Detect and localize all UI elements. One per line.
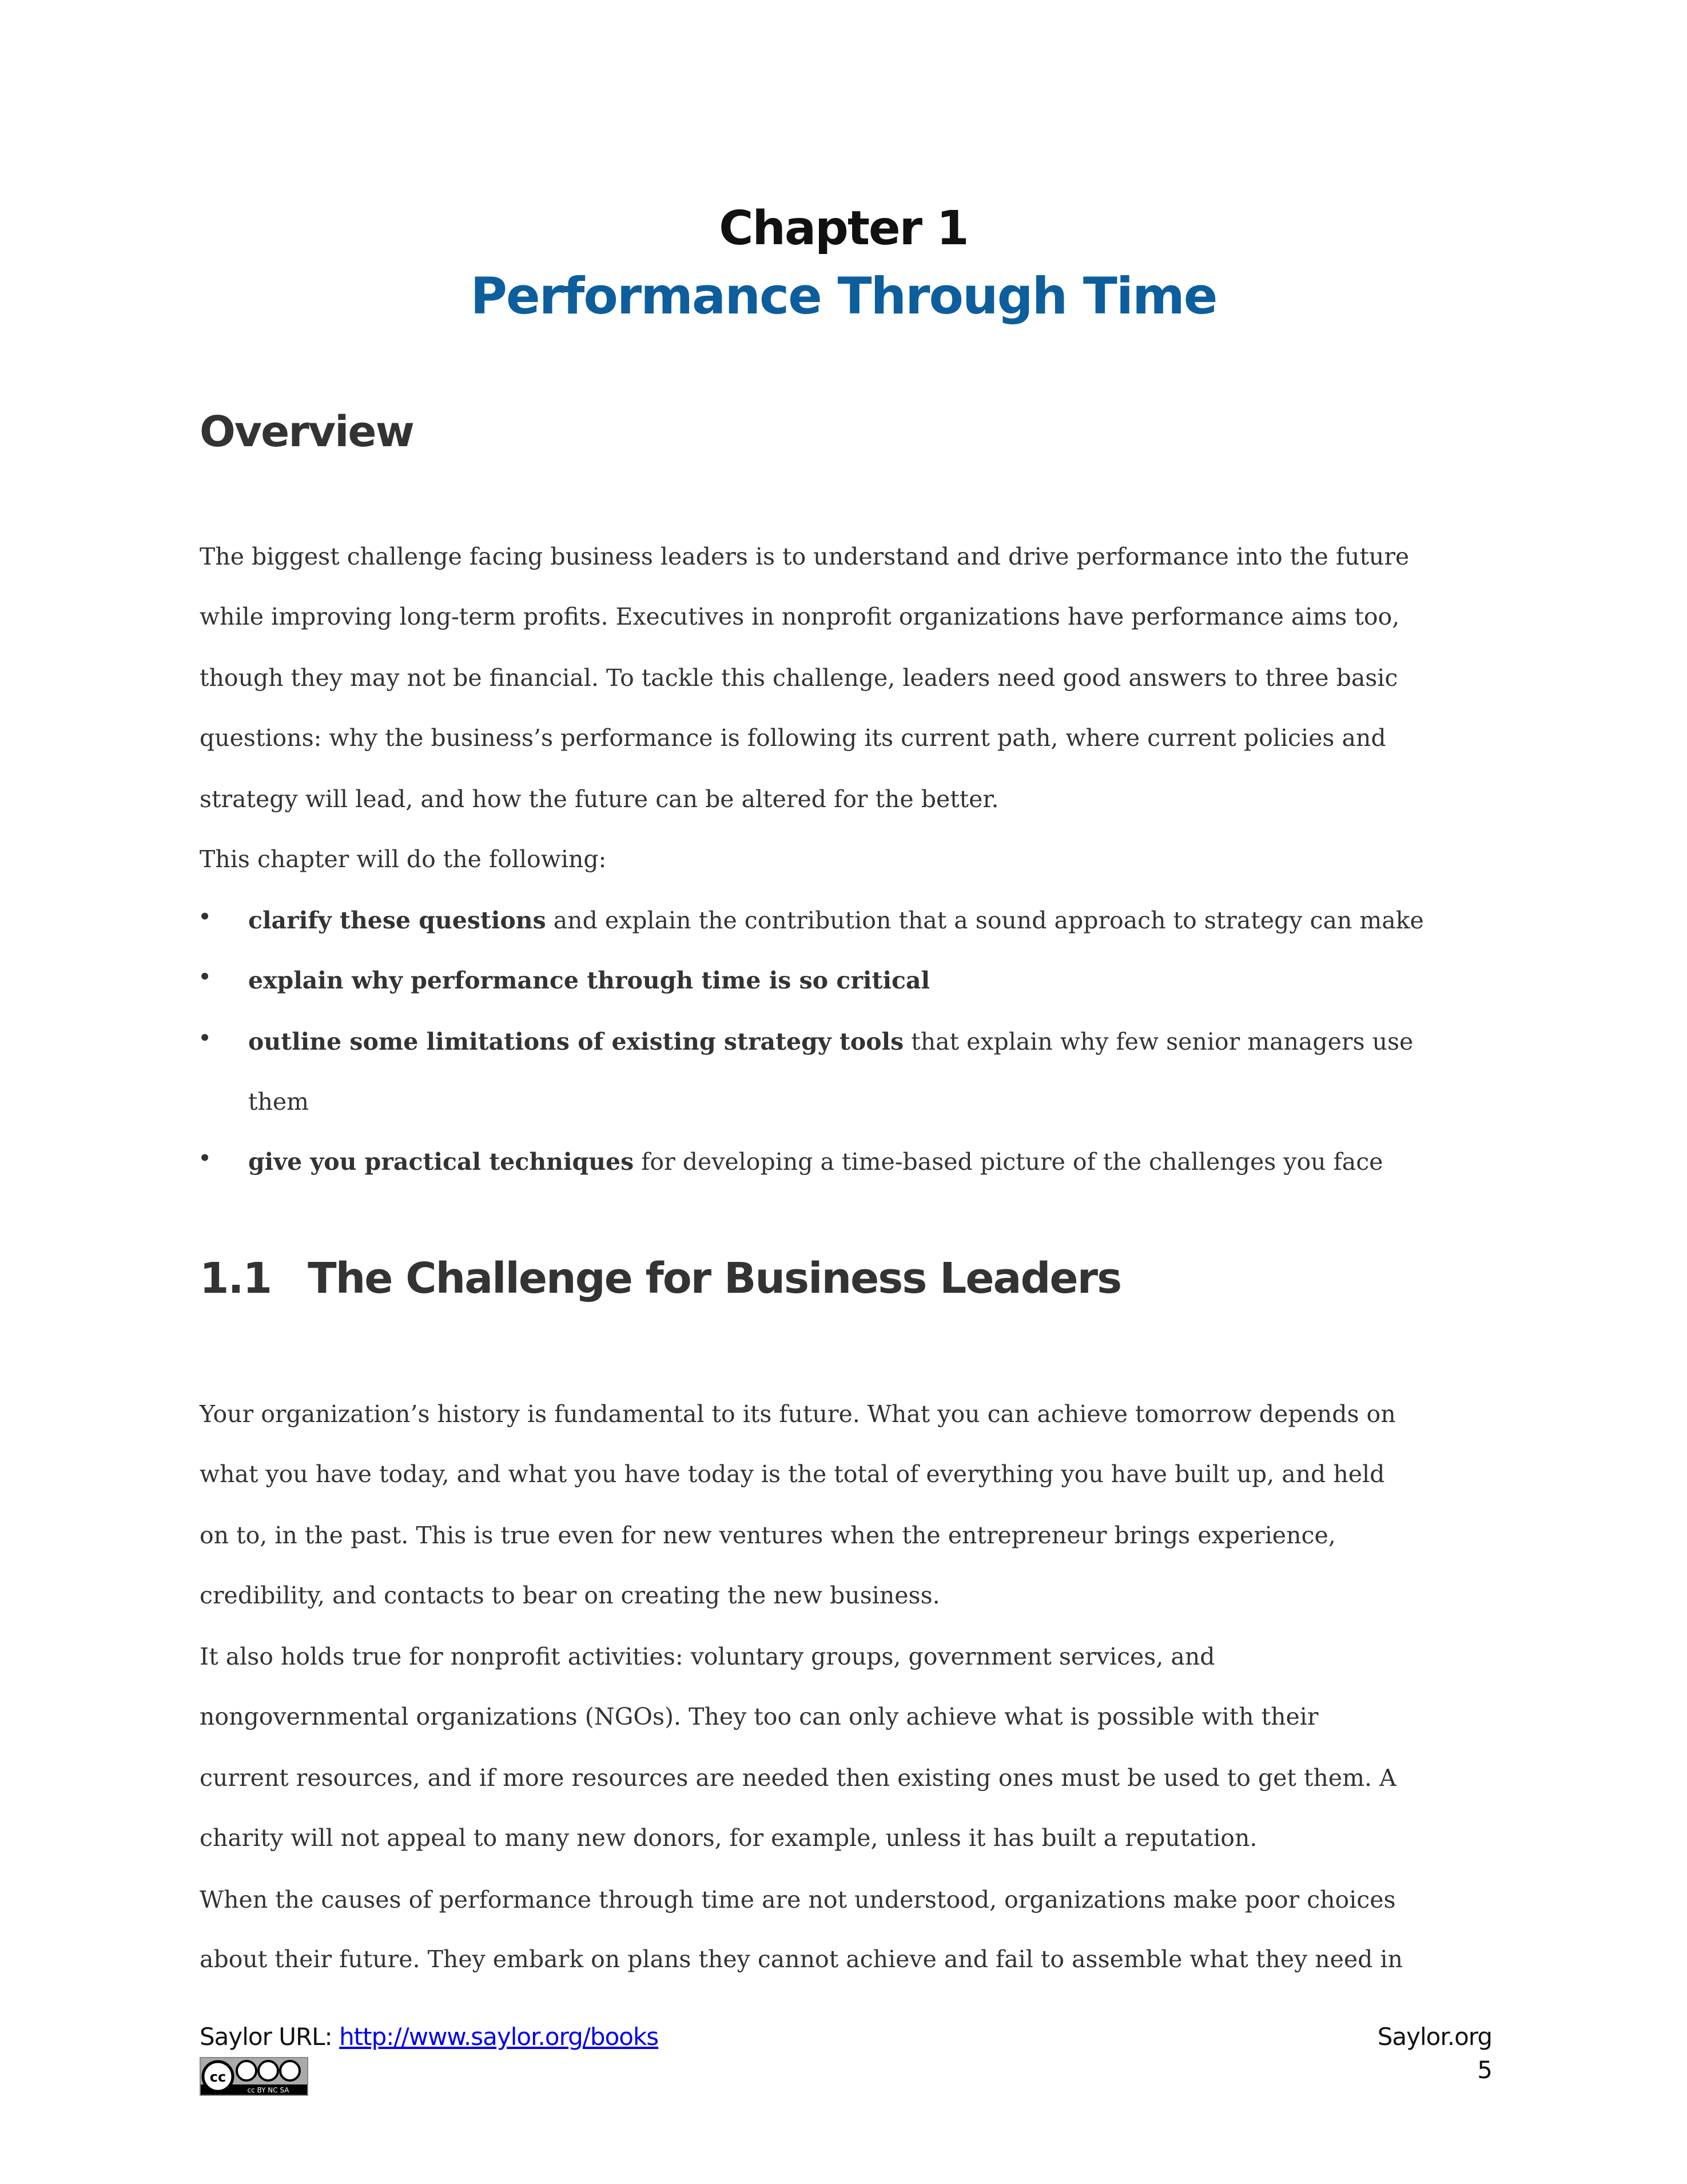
bullet-bold: explain why performance through time is so critical	[248, 967, 930, 994]
paragraph-line: questions: why the business’s performance is following its current path, where current policies and	[200, 724, 1386, 752]
paragraph-line: about their future. They embark on plans they cannot achieve and fail to assemble what they need in	[200, 1945, 1403, 1973]
bullet-icon: •	[198, 903, 212, 931]
bullet-item	[248, 1145, 1383, 1179]
chapter-label: Chapter 1	[719, 201, 968, 256]
saylor-books-link[interactable]: http://www.saylor.org/books	[339, 2023, 659, 2051]
chapter-title: Performance Through Time	[470, 267, 1217, 325]
bullet-icon: •	[198, 963, 212, 991]
paragraph-line: what you have today, and what you have today is the total of everything you have built up, and held	[200, 1460, 1385, 1488]
bullet-bold: clarify these questions	[248, 907, 546, 934]
overview-heading: Overview	[200, 407, 413, 456]
paragraph-line: on to, in the past. This is true even for new ventures when the entrepreneur brings experience,	[200, 1522, 1336, 1549]
bullet-icon: •	[198, 1145, 212, 1172]
paragraph-line: This chapter will do the following:	[200, 845, 607, 873]
section-number: 1.1	[200, 1254, 272, 1303]
paragraph-line: current resources, and if more resources are needed then existing ones must be used to get them. A	[200, 1764, 1396, 1792]
section-heading	[200, 1254, 1121, 1303]
paragraph-line: credibility, and contacts to bear on creating the new business.	[200, 1582, 940, 1609]
bullet-item	[248, 1025, 1413, 1059]
bullet-bold: outline some limitations of existing strategy tools	[248, 1028, 904, 1055]
paragraph-line: while improving long-term profits. Executives in nonprofit organizations have performance aims too,	[200, 603, 1400, 630]
bullet-continuation: them	[248, 1088, 309, 1115]
paragraph-line: strategy will lead, and how the future can be altered for the better.	[200, 785, 999, 813]
bullet-text: and explain the contribution that a sound approach to strategy can make	[546, 907, 1424, 934]
paragraph-line: The biggest challenge facing business leaders is to understand and drive performance into the future	[200, 543, 1410, 570]
paragraph-line: When the causes of performance through time are not understood, organizations make poor choices	[200, 1886, 1396, 1913]
footer-site: Saylor.org	[1377, 2023, 1492, 2051]
bullet-text: that explain why few senior managers use	[904, 1028, 1414, 1055]
footer-url-label: Saylor URL:	[200, 2023, 340, 2051]
paragraph-line: charity will not appeal to many new donors, for example, unless it has built a reputation.	[200, 1824, 1258, 1852]
section-title: The Challenge for Business Leaders	[308, 1254, 1121, 1303]
paragraph-line: though they may not be financial. To tackle this challenge, leaders need good answers to three basic	[200, 664, 1398, 692]
paragraph-line: It also holds true for nonprofit activities: voluntary groups, government services, and	[200, 1643, 1215, 1670]
bullet-item	[248, 963, 930, 998]
page-number: 5	[1477, 2056, 1492, 2084]
bullet-icon: •	[198, 1025, 212, 1052]
license-text: cc BY NC SA	[247, 2086, 289, 2094]
footer-url-line	[200, 2023, 658, 2051]
svg-text:cc: cc	[209, 2069, 226, 2085]
bullet-item	[248, 903, 1424, 938]
paragraph-line: Your organization’s history is fundamental to its future. What you can achieve tomorrow depends on	[200, 1400, 1396, 1428]
creative-commons-license-icon[interactable]	[200, 2057, 308, 2096]
bullet-text: for developing a time-based picture of the challenges you face	[634, 1148, 1383, 1176]
bullet-bold: give you practical techniques	[248, 1148, 634, 1176]
paragraph-line: nongovernmental organizations (NGOs). They too can only achieve what is possible with their	[200, 1703, 1319, 1730]
